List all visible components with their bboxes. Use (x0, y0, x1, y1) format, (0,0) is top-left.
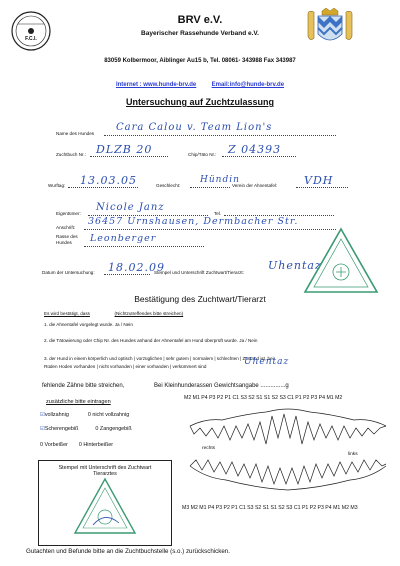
website-link[interactable]: Internet : www.hunde-brv.de (115, 82, 197, 88)
teeth-diagram (186, 404, 390, 502)
zuchtbuch-label: Zuchtbuch Nr.: (56, 152, 86, 157)
name-value: Cara Calou v. Team Lion's (116, 122, 273, 133)
eigentuemer-label: Eigentümer: (56, 211, 81, 216)
confirm-intro (44, 311, 183, 316)
geschlecht-label: Geschlecht: (156, 183, 181, 188)
geschlecht-line (190, 187, 230, 188)
confirm-item-3b: Rüden Hoden vorhanden | nicht vorhanden | einer vorhanden | verkümmert sind (44, 364, 207, 369)
eigentuemer-value: Nicole Janz (96, 202, 165, 213)
verein-line (296, 187, 348, 188)
zuchtbuch-value: DLZB 20 (96, 143, 153, 156)
dentition-options (40, 408, 180, 452)
email-link[interactable]: Email:info@hunde-brv.de (211, 82, 285, 88)
missing-teeth-label: fehlende Zähne bitte streichen, (42, 383, 125, 389)
rasse-line (84, 246, 204, 247)
chip-line (222, 156, 296, 157)
vet-stamp-top (302, 226, 380, 296)
org-address: 83059 Kolbermoor, Aiblinger Au15 b, Tel. 08061- 343988 Fax 343987 (104, 58, 296, 64)
stempel-label: Stempel und Unterschrift Zuchtwart/Tierarzt: (154, 270, 244, 275)
rasse-value: Leonberger (90, 233, 157, 244)
extra-teeth-label: zusätzliche bitte eintragen (46, 399, 111, 405)
links-label: links (348, 452, 358, 457)
datum-label: Datum der Untersuchung: (42, 270, 95, 275)
section-title: Bestätigung des Zuchtwart/Tierarzt (134, 294, 266, 304)
name-label: Name des Hundes (56, 131, 95, 136)
stamp-box-label-1: Stempel mit Unterschrift des Zuchtwart (58, 465, 152, 471)
option-vollzahnig[interactable]: ☑vollzahnig (40, 412, 69, 418)
confirm-item-3a: 3. der Hund in einem körperlich und optisch | vorzüglichen | sehr gutem | normalem | schlechten | Zustand ist, bei (44, 356, 274, 361)
verein-value: VDH (304, 174, 334, 187)
confirm-intro-note: (Nichtzutreffendes bitte streichen) (114, 311, 184, 316)
tel-label: Tel. (214, 211, 222, 216)
small-breeds-label: Bei Kleinhunderassen Gewichtsangabe ...............g (154, 383, 289, 389)
contact-line (0, 82, 400, 88)
wurftag-line (68, 187, 138, 188)
verein-label: Verein der Ahnentafel: (232, 183, 278, 188)
option-hinterbeisser[interactable]: 0 Hinterbeißer (78, 442, 114, 448)
org-title: BRV e.V. (177, 14, 223, 26)
name-line (104, 135, 336, 136)
option-scherengebiss[interactable]: ☑Scherengebiß (40, 426, 79, 432)
chip-label: Chip/Täto Nr.: (188, 152, 217, 157)
rechts-label: rechts (202, 446, 216, 451)
vet-stamp-bottom (73, 477, 137, 537)
anschrift-label: Anschrift: (56, 225, 76, 230)
anschrift-value: 36457 Urnshausen, Dermbacher Str. (88, 216, 299, 227)
confirm-item-1: 1. die Ahnentafel vorgelegt wurde. Ja / Nein (44, 322, 133, 327)
anschrift-line (84, 229, 336, 230)
datum-value: 18.02.09 (108, 261, 165, 274)
footer-note: Gutachten und Befunde bitte an die Zuchtbuchstelle (s.o.) zurückschicken. (26, 548, 230, 555)
option-nicht-vollzahnig[interactable]: 0 nicht vollzahnig (87, 412, 130, 418)
org-subtitle: Bayerischer Rassehunde Verband e.V. (141, 30, 259, 37)
datum-line (104, 274, 150, 275)
fci-logo-text: F.C.I. (25, 36, 37, 42)
chip-value: Z 04393 (228, 143, 282, 156)
confirm-item-2: 2. die Tätowierung oder Chip Nr. des Hundes anhand der Ahnentafel am Hund überprüft wurde. Ja / Nein (44, 338, 258, 343)
wurftag-value: 13.03.05 (80, 174, 137, 187)
rasse-label (56, 234, 88, 246)
signature-top: Uhentaz (268, 259, 322, 272)
lower-teeth-labels: M3 M2 M1 P4 P3 P2 P1 C1 S3 S2 S1 S1 S2 S3 C1 P1 P2 P3 P4 M1 M2 M3 (182, 505, 358, 511)
stamp-box (38, 460, 172, 546)
confirm-item-3-signature: Uhentaz (244, 357, 290, 367)
option-vorbeisser[interactable]: 0 Vorbeißer (40, 442, 68, 448)
zuchtbuch-line (90, 156, 168, 157)
option-row-3 (40, 438, 180, 452)
confirm-intro-text: Es wird bestätigt, dass (44, 311, 90, 316)
wurftag-label: Wurftag: (48, 183, 66, 188)
geschlecht-value: Hündin (200, 175, 240, 185)
option-row-2 (40, 422, 180, 436)
upper-teeth-labels: M2 M1 P4 P3 P2 P1 C1 S3 S2 S1 S1 S2 S3 C1 P1 P2 P3 P4 M1 M2 (184, 395, 343, 401)
option-zangengebiss[interactable]: 0 Zangengebiß (95, 426, 132, 432)
rasse-label-text: Rasse des Hundes (56, 234, 78, 245)
document-title: Untersuchung auf Zuchtzulassung (125, 97, 274, 107)
stamp-box-label-2: Tierarztes (93, 471, 117, 477)
option-row-1 (40, 408, 180, 422)
